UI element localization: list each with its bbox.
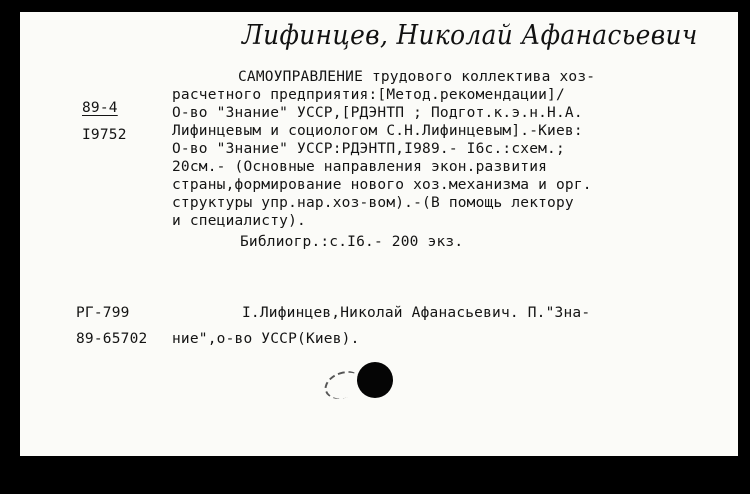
- entry-line: Лифинцевым и социологом С.Н.Лифинцевым].-Киев:: [172, 123, 583, 139]
- inventory-number: I9752: [82, 127, 127, 143]
- tracings-line: ние",о-во УССР(Киев).: [172, 331, 360, 347]
- punch-hole: [357, 362, 393, 398]
- entry-line: и специалисту).: [172, 213, 306, 229]
- entry-line: расчетного предприятия:[Метод.рекомендации]/: [172, 87, 565, 103]
- catalog-card: [20, 12, 738, 456]
- control-number: РГ-799: [76, 305, 130, 321]
- call-number: 89-4: [82, 100, 118, 116]
- tracings-line: I.Лифинцев,Николай Афанасьевич. П."Зна-: [242, 305, 591, 321]
- entry-line: САМОУПРАВЛЕНИЕ трудового коллектива хоз-: [238, 69, 596, 85]
- entry-line: О-во "Знание" УССР,[РДЭНТП ; Подгот.к.э.н.Н.А.: [172, 105, 583, 121]
- bibliography-note: Библиогр.:с.I6.- 200 экз.: [240, 234, 464, 250]
- entry-line: страны,формирование нового хоз.механизма и орг.: [172, 177, 592, 193]
- control-number: 89-65702: [76, 331, 148, 347]
- entry-line: О-во "Знание" УССР:РДЭНТП,I989.- I6с.:схем.;: [172, 141, 565, 157]
- entry-line: 20см.- (Основные направления экон.развития: [172, 159, 548, 175]
- author-handwritten: Лифинцев, Николай Афанасьевич: [242, 20, 698, 51]
- entry-line: структуры упр.нар.хоз-вом).-(В помощь лектору: [172, 195, 574, 211]
